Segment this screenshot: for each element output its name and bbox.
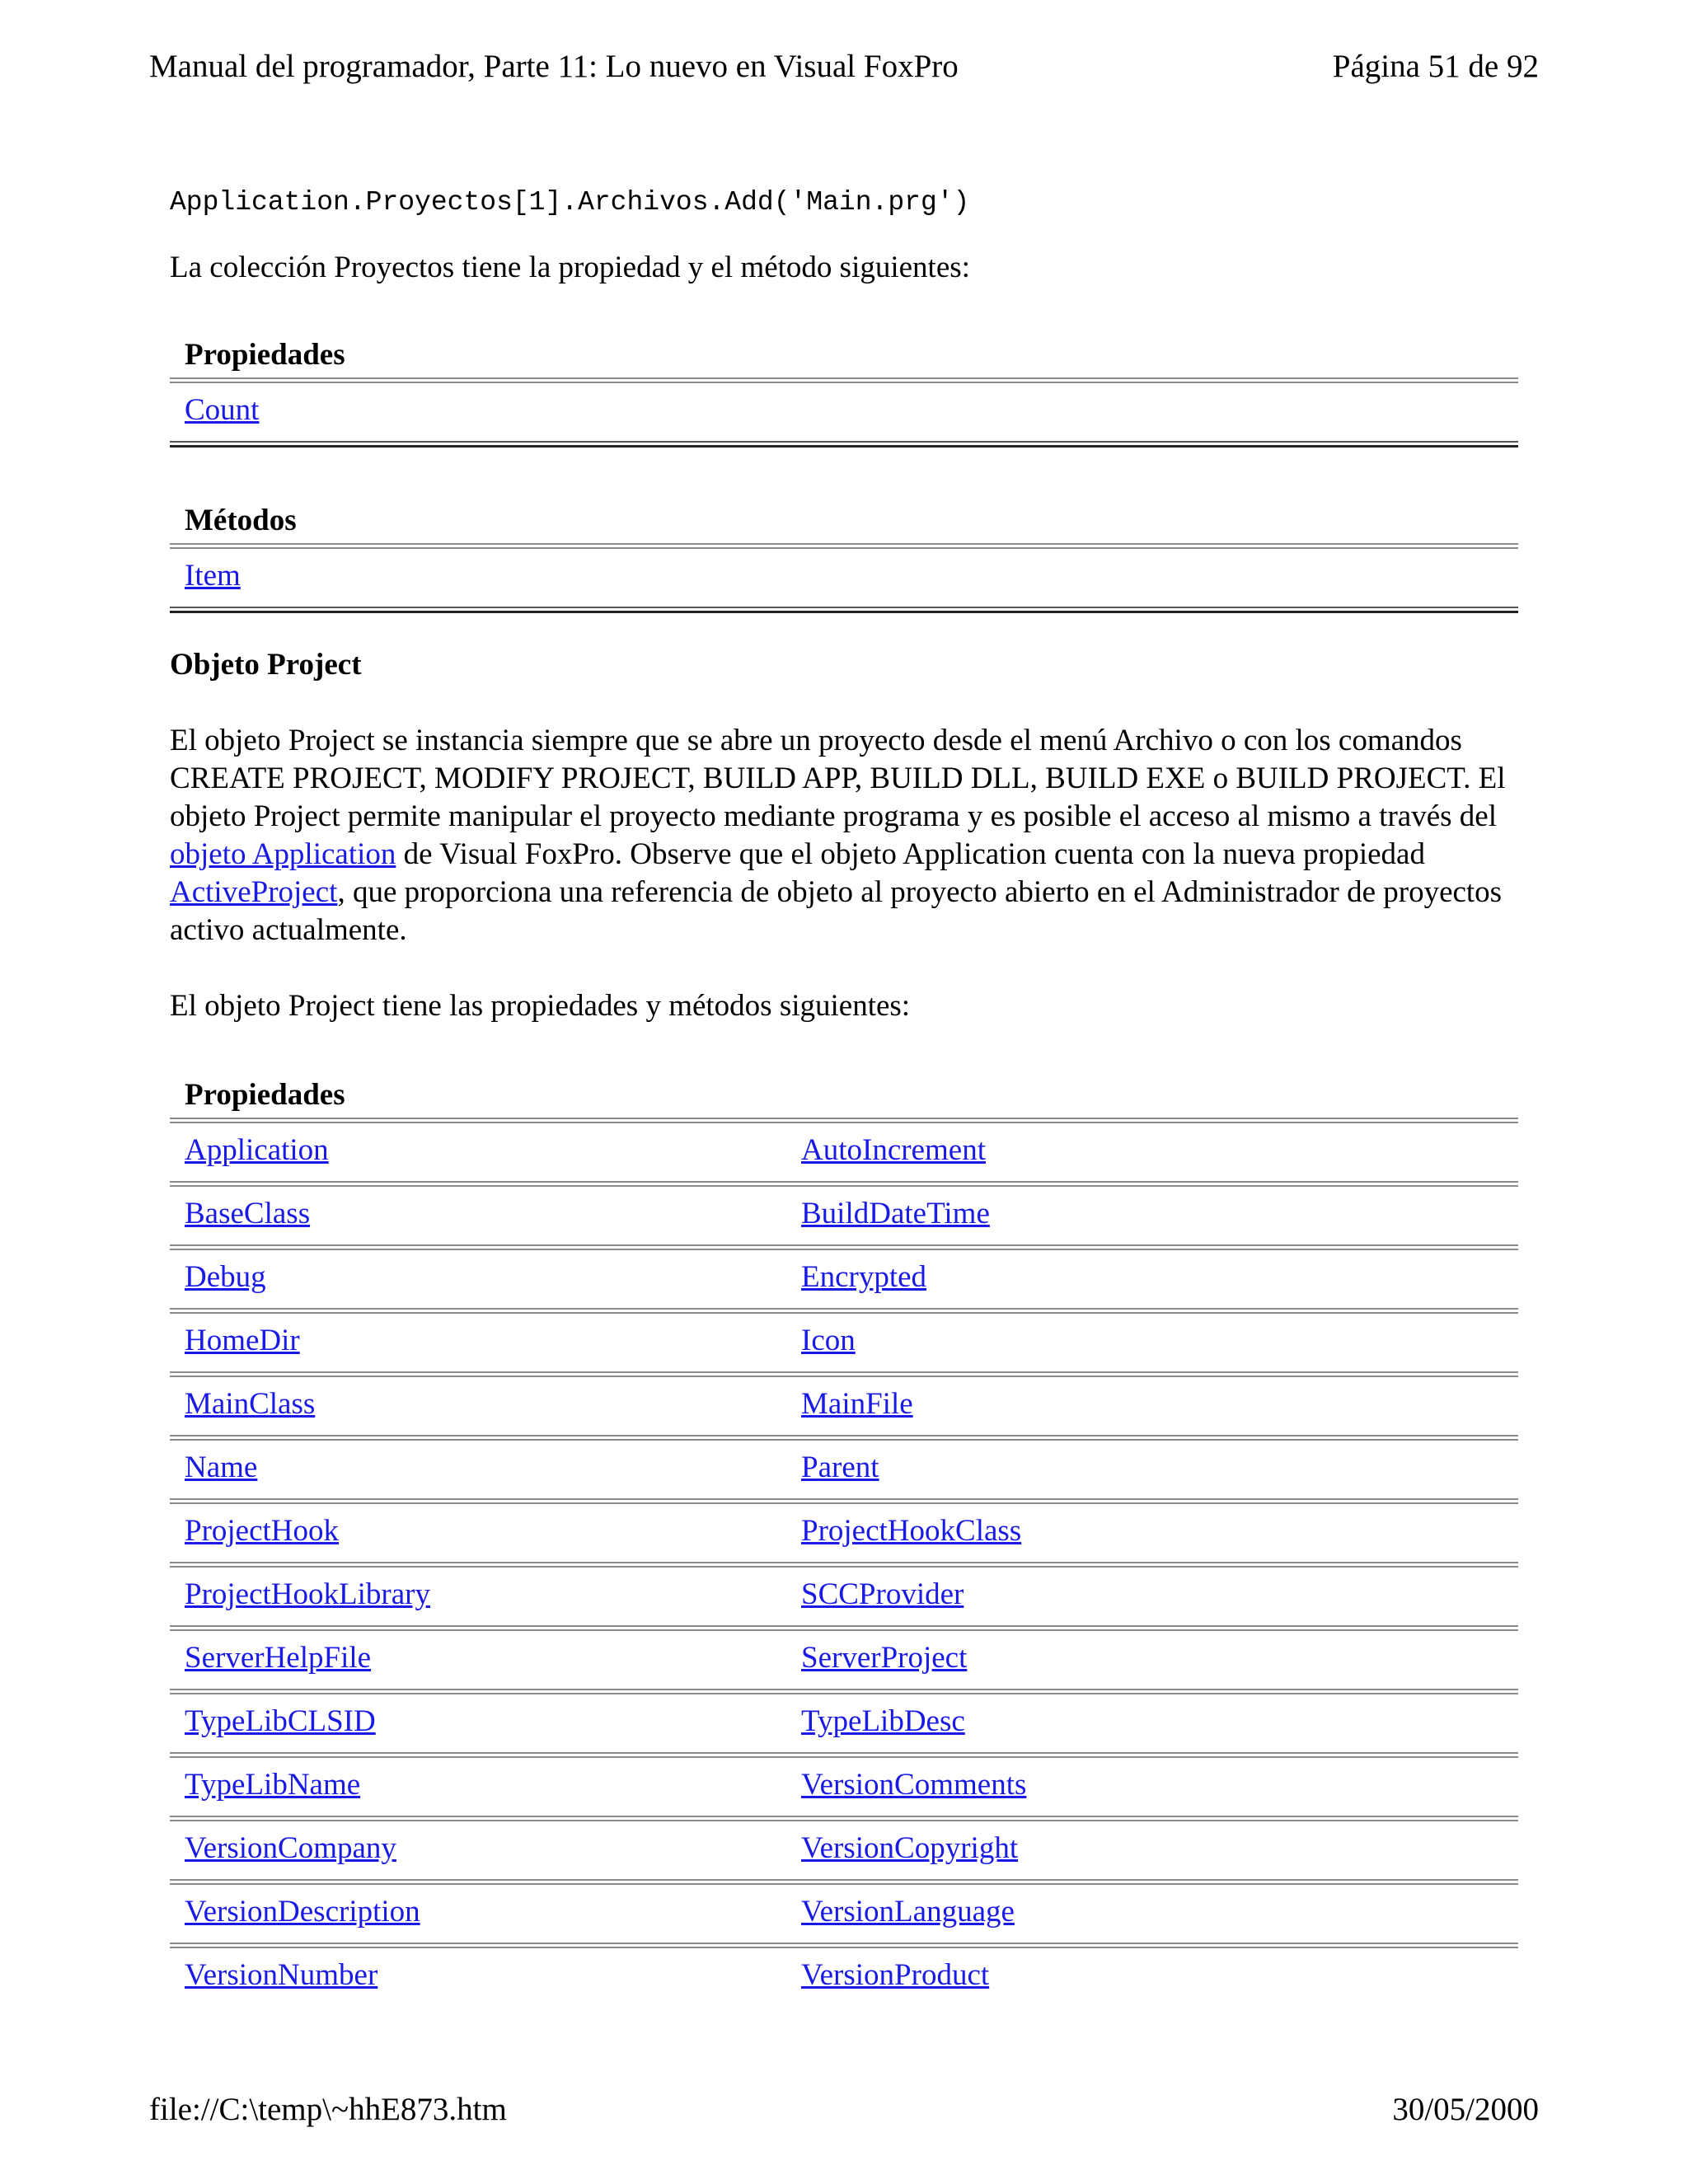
table-cell bbox=[801, 1893, 1518, 1943]
table-rule bbox=[170, 543, 1518, 549]
table-rule bbox=[170, 1498, 1518, 1504]
property-link[interactable]: BuildDateTime bbox=[801, 1197, 990, 1230]
intro-text-2: El objeto Project tiene las propiedades y métodos siguientes: bbox=[170, 989, 911, 1023]
table-rule bbox=[170, 1943, 1518, 1948]
table-rule bbox=[170, 441, 1518, 448]
table-row bbox=[170, 1123, 1518, 1181]
table-rule bbox=[170, 1118, 1518, 1123]
table-cell bbox=[801, 1639, 1518, 1689]
table-cell bbox=[170, 1385, 801, 1435]
table-cell bbox=[170, 1132, 801, 1181]
table-row bbox=[170, 1377, 1518, 1435]
property-link[interactable]: Icon bbox=[801, 1324, 856, 1357]
link-activeproject[interactable]: ActiveProject bbox=[170, 875, 338, 909]
table-rule bbox=[170, 1308, 1518, 1314]
table-row bbox=[170, 1821, 1518, 1879]
table-row bbox=[170, 549, 1518, 607]
property-link[interactable]: VersionNumber bbox=[185, 1958, 378, 1992]
property-link[interactable]: ProjectHook bbox=[185, 1514, 340, 1548]
document-body bbox=[170, 183, 1518, 2006]
project-description bbox=[170, 722, 1518, 949]
table-cell bbox=[801, 1766, 1518, 1816]
table-heading: Propiedades bbox=[185, 1078, 345, 1112]
table-row bbox=[170, 1885, 1518, 1943]
link-objeto-application[interactable]: objeto Application bbox=[170, 837, 396, 871]
table-cell bbox=[170, 1766, 801, 1816]
section-heading: Objeto Project bbox=[170, 648, 362, 682]
page-number: Página 51 de 92 bbox=[1332, 49, 1539, 84]
table-row bbox=[170, 1314, 1518, 1371]
table-cell bbox=[170, 1830, 801, 1879]
table-heading: Métodos bbox=[185, 504, 297, 537]
property-link[interactable]: TypeLibDesc bbox=[801, 1704, 965, 1738]
table-cell bbox=[170, 1703, 801, 1752]
property-link[interactable]: VersionCopyright bbox=[801, 1831, 1019, 1865]
file-path: file://C:\temp\~hhE873.htm bbox=[149, 2092, 507, 2127]
property-link[interactable]: BaseClass bbox=[185, 1197, 311, 1230]
table-body bbox=[170, 1123, 1518, 2006]
page-footer bbox=[149, 2091, 1539, 2130]
table-cell bbox=[801, 1132, 1518, 1181]
property-link[interactable]: ProjectHookClass bbox=[801, 1514, 1022, 1548]
methods-table bbox=[170, 502, 1518, 613]
link-item[interactable]: Item bbox=[185, 559, 241, 593]
link-count[interactable]: Count bbox=[185, 393, 260, 427]
paragraph-text: El objeto Project se instancia siempre que se abre un proyecto desde el menú Archivo o con los comandos CREATE PROJECT, MODIFY PROJECT, BUILD APP, BUILD DLL, BUILD EXE o BUILD PROJECT. El objeto Project permite manipular el proyecto mediante programa y es posible el acceso al mismo a través del bbox=[170, 724, 1506, 833]
table-rule bbox=[170, 1562, 1518, 1568]
table-cell bbox=[170, 1893, 801, 1943]
table-row bbox=[170, 1631, 1518, 1689]
table-cell bbox=[801, 1703, 1518, 1752]
table-rule bbox=[170, 1181, 1518, 1187]
property-link[interactable]: MainFile bbox=[801, 1387, 913, 1421]
property-link[interactable]: HomeDir bbox=[185, 1324, 300, 1357]
table-cell bbox=[801, 1195, 1518, 1244]
table-heading: Propiedades bbox=[185, 338, 345, 372]
table-rule bbox=[170, 1879, 1518, 1885]
table-row bbox=[170, 1187, 1518, 1244]
property-link[interactable]: ProjectHookLibrary bbox=[185, 1577, 430, 1611]
properties-table-2 bbox=[170, 1076, 1518, 2006]
property-link[interactable]: AutoIncrement bbox=[801, 1133, 986, 1167]
table-row bbox=[170, 383, 1518, 441]
property-link[interactable]: SCCProvider bbox=[801, 1577, 964, 1611]
table-cell bbox=[801, 1576, 1518, 1625]
property-link[interactable]: VersionDescription bbox=[185, 1895, 420, 1929]
property-link[interactable]: VersionComments bbox=[801, 1768, 1027, 1802]
table-cell bbox=[170, 1322, 801, 1371]
table-cell bbox=[801, 1258, 1518, 1308]
table-rule bbox=[170, 1752, 1518, 1758]
table-cell bbox=[170, 1258, 801, 1308]
table-cell bbox=[170, 1449, 801, 1498]
table-cell bbox=[801, 1512, 1518, 1562]
table-cell bbox=[170, 1576, 801, 1625]
property-link[interactable]: Parent bbox=[801, 1451, 879, 1484]
table-cell bbox=[801, 1449, 1518, 1498]
table-rule bbox=[170, 377, 1518, 383]
page-header bbox=[149, 48, 1539, 87]
property-link[interactable]: ServerProject bbox=[801, 1641, 968, 1675]
property-link[interactable]: TypeLibCLSID bbox=[185, 1704, 376, 1738]
table-rule bbox=[170, 1689, 1518, 1694]
table-rule bbox=[170, 1625, 1518, 1631]
table-cell bbox=[801, 1830, 1518, 1879]
table-row bbox=[170, 1504, 1518, 1562]
property-link[interactable]: MainClass bbox=[185, 1387, 316, 1421]
property-link[interactable]: Application bbox=[185, 1133, 329, 1167]
property-link[interactable]: ServerHelpFile bbox=[185, 1641, 372, 1675]
property-link[interactable]: VersionCompany bbox=[185, 1831, 396, 1865]
table-row bbox=[170, 1568, 1518, 1625]
table-cell bbox=[801, 1385, 1518, 1435]
table-cell bbox=[170, 1639, 801, 1689]
document-title: Manual del programador, Parte 11: Lo nuevo en Visual FoxPro bbox=[149, 49, 959, 84]
table-rule bbox=[170, 1816, 1518, 1821]
table-row bbox=[170, 1758, 1518, 1816]
properties-table-1 bbox=[170, 336, 1518, 448]
table-rule bbox=[170, 1244, 1518, 1250]
table-cell bbox=[170, 1957, 801, 2006]
intro-text: La colección Proyectos tiene la propiedad y el método siguientes: bbox=[170, 251, 970, 284]
table-cell bbox=[170, 1512, 801, 1562]
property-link[interactable]: Debug bbox=[185, 1260, 266, 1294]
property-link[interactable]: Name bbox=[185, 1451, 258, 1484]
property-link[interactable]: VersionLanguage bbox=[801, 1895, 1015, 1929]
table-cell bbox=[801, 1957, 1518, 2006]
table-row bbox=[170, 1948, 1518, 2006]
code-sample: Application.Proyectos[1].Archivos.Add('Main.prg') bbox=[170, 187, 970, 218]
property-link[interactable]: Encrypted bbox=[801, 1260, 927, 1294]
table-cell bbox=[801, 1322, 1518, 1371]
paragraph-text: , que proporciona una referencia de objeto al proyecto abierto en el Administrador de proyectos activo actualmente. bbox=[170, 875, 1503, 947]
table-row bbox=[170, 1250, 1518, 1308]
table-cell bbox=[170, 1195, 801, 1244]
property-link[interactable]: TypeLibName bbox=[185, 1768, 361, 1802]
paragraph-text: de Visual FoxPro. Observe que el objeto Application cuenta con la nueva propiedad bbox=[396, 837, 1425, 871]
table-rule bbox=[170, 1371, 1518, 1377]
property-link[interactable]: VersionProduct bbox=[801, 1958, 990, 1992]
table-rule bbox=[170, 607, 1518, 613]
table-row bbox=[170, 1441, 1518, 1498]
print-date: 30/05/2000 bbox=[1392, 2092, 1539, 2127]
table-row bbox=[170, 1694, 1518, 1752]
table-rule bbox=[170, 1435, 1518, 1441]
